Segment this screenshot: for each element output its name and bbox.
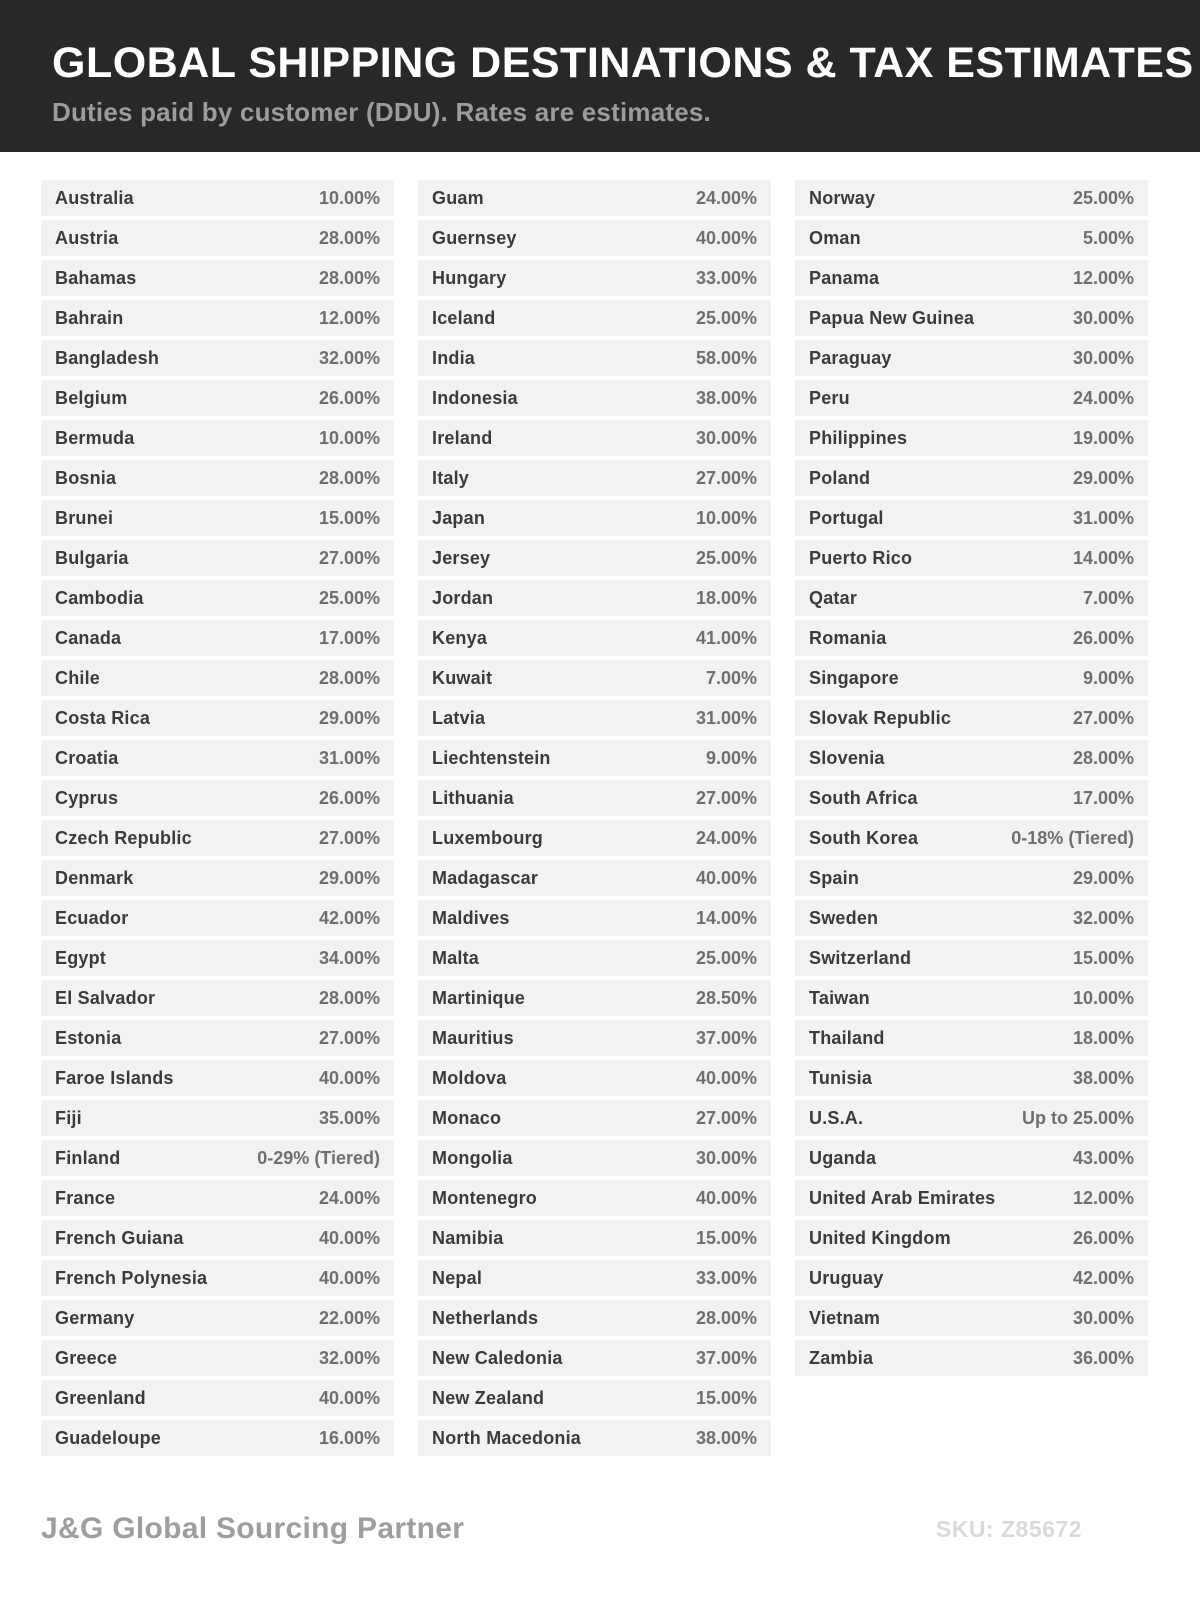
table-row: [795, 900, 1148, 936]
table-row: [41, 820, 394, 856]
table-row: [795, 1060, 1148, 1096]
table-row: [795, 1100, 1148, 1136]
country-name: Guernsey: [432, 227, 517, 248]
table-row: [41, 580, 394, 616]
table-row: [41, 420, 394, 456]
table-row: [41, 1140, 394, 1176]
tax-rate: 36.00%: [1072, 1347, 1134, 1368]
country-name: Austria: [55, 227, 119, 248]
tax-rate: 37.00%: [695, 1027, 757, 1048]
table-row: [795, 1340, 1148, 1376]
country-name: Germany: [55, 1307, 135, 1328]
tax-rate: 17.00%: [1072, 787, 1134, 808]
tax-rate: 10.00%: [318, 187, 380, 208]
table-row: [418, 580, 771, 616]
tax-rate: 27.00%: [695, 1107, 757, 1128]
page-subtitle: Duties paid by customer (DDU). Rates are estimates.: [52, 97, 711, 127]
country-name: Qatar: [809, 587, 858, 608]
tax-rate: 28.00%: [695, 1307, 757, 1328]
country-name: Jersey: [432, 547, 491, 568]
tax-rate: 27.00%: [695, 787, 757, 808]
tax-rate: 30.00%: [695, 427, 757, 448]
country-name: Namibia: [432, 1227, 504, 1248]
country-name: Philippines: [809, 427, 908, 448]
country-name: Chile: [55, 667, 101, 688]
table-row: [418, 420, 771, 456]
table-row: [41, 1220, 394, 1256]
table-row: [41, 1420, 394, 1456]
table-row: [41, 1260, 394, 1296]
tax-rate: 29.00%: [1072, 867, 1134, 888]
country-name: Italy: [432, 467, 470, 488]
country-name: U.S.A.: [809, 1107, 864, 1128]
tax-rate: Up to 25.00%: [1021, 1107, 1134, 1128]
tax-rate: 40.00%: [318, 1267, 380, 1288]
tax-rate: 31.00%: [695, 707, 757, 728]
table-row: [795, 580, 1148, 616]
table-row: [418, 660, 771, 696]
country-name: Guam: [432, 187, 484, 208]
table-row: [41, 260, 394, 296]
table-row: [418, 540, 771, 576]
tax-rate: 27.00%: [318, 1027, 380, 1048]
country-name: Finland: [55, 1147, 121, 1168]
table-row: [795, 940, 1148, 976]
country-name: United Arab Emirates: [809, 1187, 996, 1208]
table-row: [418, 340, 771, 376]
tax-rate: 40.00%: [695, 1067, 757, 1088]
country-name: Canada: [55, 627, 122, 648]
table-row: [418, 1420, 771, 1456]
country-name: Kuwait: [432, 667, 493, 688]
tax-rate: 24.00%: [695, 187, 757, 208]
tax-rate: 14.00%: [1072, 547, 1134, 568]
country-name: Paraguay: [809, 347, 892, 368]
tax-rate: 37.00%: [695, 1347, 757, 1368]
table-row: [418, 380, 771, 416]
table-row: [41, 500, 394, 536]
country-name: Poland: [809, 467, 871, 488]
tax-rate: 28.50%: [695, 987, 757, 1008]
country-name: Puerto Rico: [809, 547, 913, 568]
table-row: [795, 420, 1148, 456]
table-row: [418, 1220, 771, 1256]
table-row: [795, 500, 1148, 536]
tax-rate: 28.00%: [318, 267, 380, 288]
tax-rate: 18.00%: [1072, 1027, 1134, 1048]
tax-rate: 25.00%: [695, 307, 757, 328]
country-name: Japan: [432, 507, 486, 528]
table-row: [795, 1140, 1148, 1176]
country-name: Hungary: [432, 267, 507, 288]
tax-rate: 25.00%: [318, 587, 380, 608]
country-name: Papua New Guinea: [809, 307, 975, 328]
tax-rate: 18.00%: [695, 587, 757, 608]
country-name: Slovak Republic: [809, 707, 952, 728]
tax-rate: 32.00%: [318, 347, 380, 368]
country-name: Malta: [432, 947, 480, 968]
country-name: Brunei: [55, 507, 114, 528]
country-name: Tunisia: [809, 1067, 873, 1088]
tax-rate: 15.00%: [318, 507, 380, 528]
country-name: Sweden: [809, 907, 879, 928]
country-name: Cyprus: [55, 787, 119, 808]
table-row: [795, 1300, 1148, 1336]
country-name: Latvia: [432, 707, 486, 728]
table-row: [41, 780, 394, 816]
table-row: [418, 940, 771, 976]
tax-rate: 42.00%: [1072, 1267, 1134, 1288]
tax-rate: 19.00%: [1072, 427, 1134, 448]
table-row: [41, 620, 394, 656]
table-row: [41, 1060, 394, 1096]
table-row: [41, 1340, 394, 1376]
tax-rate: 15.00%: [1072, 947, 1134, 968]
country-name: Lithuania: [432, 787, 514, 808]
tax-rate: 30.00%: [1072, 1307, 1134, 1328]
country-name: Estonia: [55, 1027, 122, 1048]
table-row: [41, 940, 394, 976]
country-name: El Salvador: [55, 987, 156, 1008]
tax-rate: 28.00%: [318, 467, 380, 488]
country-name: Liechtenstein: [432, 747, 551, 768]
table-row: [795, 980, 1148, 1016]
table-row: [41, 220, 394, 256]
country-name: Portugal: [809, 507, 884, 528]
table-row: [795, 1220, 1148, 1256]
table-row: [41, 980, 394, 1016]
table-row: [418, 620, 771, 656]
table-row: [418, 700, 771, 736]
table-row: [418, 220, 771, 256]
tax-rate: 26.00%: [1072, 1227, 1134, 1248]
country-name: Bahrain: [55, 307, 124, 328]
tax-rate: 29.00%: [1072, 467, 1134, 488]
country-name: Zambia: [809, 1347, 874, 1368]
country-name: Mauritius: [432, 1027, 514, 1048]
country-name: Jordan: [432, 587, 494, 608]
country-name: Bahamas: [55, 267, 137, 288]
tax-rate: 58.00%: [695, 347, 757, 368]
country-name: Uruguay: [809, 1267, 884, 1288]
table-row: [795, 220, 1148, 256]
rates-column-2: [418, 180, 771, 1460]
country-name: Oman: [809, 227, 861, 248]
table-row: [418, 1100, 771, 1136]
tax-rate: 28.00%: [318, 987, 380, 1008]
table-row: [41, 900, 394, 936]
table-row: [795, 860, 1148, 896]
country-name: Kenya: [432, 627, 488, 648]
tax-rate: 29.00%: [318, 867, 380, 888]
country-name: Greenland: [55, 1387, 146, 1408]
tax-rate: 30.00%: [1072, 307, 1134, 328]
tax-rate: 12.00%: [1072, 267, 1134, 288]
tax-rate: 15.00%: [695, 1227, 757, 1248]
rates-column-1: [41, 180, 394, 1460]
country-name: Vietnam: [809, 1307, 881, 1328]
country-name: Taiwan: [809, 987, 870, 1008]
country-name: Faroe Islands: [55, 1067, 174, 1088]
tax-rate: 40.00%: [695, 1187, 757, 1208]
sku-label: SKU: Z85672: [935, 1515, 1082, 1542]
country-name: New Zealand: [432, 1387, 545, 1408]
tax-rate: 24.00%: [1072, 387, 1134, 408]
tax-rate: 9.00%: [1082, 667, 1134, 688]
tax-rate: 10.00%: [695, 507, 757, 528]
rates-column-3: [795, 180, 1148, 1380]
country-name: Greece: [55, 1347, 118, 1368]
tax-rate: 14.00%: [695, 907, 757, 928]
country-name: Denmark: [55, 867, 134, 888]
country-name: Bermuda: [55, 427, 135, 448]
table-row: [41, 1380, 394, 1416]
tax-rate: 22.00%: [318, 1307, 380, 1328]
country-name: Switzerland: [809, 947, 912, 968]
country-name: Mongolia: [432, 1147, 513, 1168]
table-row: [418, 1060, 771, 1096]
country-name: Moldova: [432, 1067, 507, 1088]
tax-rate: 27.00%: [318, 547, 380, 568]
table-row: [418, 1020, 771, 1056]
table-row: [41, 860, 394, 896]
tax-rate: 26.00%: [318, 387, 380, 408]
tax-rate: 34.00%: [318, 947, 380, 968]
country-name: Guadeloupe: [55, 1427, 162, 1448]
table-row: [795, 300, 1148, 336]
table-row: [795, 380, 1148, 416]
country-name: Netherlands: [432, 1307, 539, 1328]
country-name: Monaco: [432, 1107, 502, 1128]
tax-rate: 25.00%: [695, 547, 757, 568]
rates-grid: [41, 180, 1148, 1460]
tax-rate: 35.00%: [318, 1107, 380, 1128]
page-header: [0, 0, 1200, 152]
tax-rate: 30.00%: [695, 1147, 757, 1168]
tax-rate: 17.00%: [318, 627, 380, 648]
country-name: French Guiana: [55, 1227, 184, 1248]
tax-rate: 10.00%: [1072, 987, 1134, 1008]
tax-rate: 16.00%: [318, 1427, 380, 1448]
country-name: Thailand: [809, 1027, 885, 1048]
table-row: [418, 180, 771, 216]
table-row: [795, 620, 1148, 656]
tax-rate: 33.00%: [695, 267, 757, 288]
tax-rate: 9.00%: [705, 747, 757, 768]
tax-rate: 12.00%: [318, 307, 380, 328]
tax-rate: 12.00%: [1072, 1187, 1134, 1208]
country-name: Slovenia: [809, 747, 885, 768]
tax-rate: 43.00%: [1072, 1147, 1134, 1168]
tax-rate: 24.00%: [695, 827, 757, 848]
table-row: [795, 740, 1148, 776]
table-row: [795, 260, 1148, 296]
tax-rate: 0-29% (Tiered): [257, 1147, 380, 1168]
tax-rate: 32.00%: [1072, 907, 1134, 928]
country-name: Bangladesh: [55, 347, 160, 368]
country-name: Singapore: [809, 667, 899, 688]
tax-rate: 40.00%: [695, 227, 757, 248]
tax-rate: 28.00%: [318, 667, 380, 688]
table-row: [795, 1180, 1148, 1216]
country-name: South Korea: [809, 827, 919, 848]
country-name: Belgium: [55, 387, 128, 408]
table-row: [41, 700, 394, 736]
country-name: Ecuador: [55, 907, 129, 928]
page-footer: [41, 1512, 1082, 1546]
country-name: Iceland: [432, 307, 496, 328]
table-row: [41, 740, 394, 776]
table-row: [795, 1020, 1148, 1056]
country-name: Peru: [809, 387, 850, 408]
tax-rate: 0-18% (Tiered): [1011, 827, 1134, 848]
table-row: [41, 1100, 394, 1136]
table-row: [795, 460, 1148, 496]
table-row: [41, 460, 394, 496]
table-row: [418, 260, 771, 296]
tax-rate: 32.00%: [318, 1347, 380, 1368]
table-row: [795, 540, 1148, 576]
table-row: [41, 660, 394, 696]
country-name: Nepal: [432, 1267, 483, 1288]
country-name: Panama: [809, 267, 880, 288]
country-name: United Kingdom: [809, 1227, 951, 1248]
table-row: [795, 180, 1148, 216]
tax-rate: 38.00%: [695, 387, 757, 408]
tax-rate: 42.00%: [318, 907, 380, 928]
tax-rate: 27.00%: [318, 827, 380, 848]
tax-rate: 5.00%: [1082, 227, 1134, 248]
country-name: France: [55, 1187, 116, 1208]
tax-rate: 27.00%: [695, 467, 757, 488]
country-name: Luxembourg: [432, 827, 544, 848]
table-row: [418, 1260, 771, 1296]
country-name: Martinique: [432, 987, 526, 1008]
tax-rate: 38.00%: [1072, 1067, 1134, 1088]
tax-rate: 28.00%: [318, 227, 380, 248]
table-row: [418, 780, 771, 816]
country-name: Czech Republic: [55, 827, 192, 848]
country-name: Egypt: [55, 947, 107, 968]
table-row: [418, 860, 771, 896]
country-name: Romania: [809, 627, 887, 648]
country-name: Australia: [55, 187, 134, 208]
tax-rate: 40.00%: [695, 867, 757, 888]
country-name: India: [432, 347, 476, 368]
country-name: New Caledonia: [432, 1347, 563, 1368]
country-name: Indonesia: [432, 387, 518, 408]
country-name: Spain: [809, 867, 860, 888]
country-name: Bulgaria: [55, 547, 129, 568]
tax-rate: 38.00%: [695, 1427, 757, 1448]
table-row: [418, 740, 771, 776]
country-name: Fiji: [55, 1107, 82, 1128]
country-name: French Polynesia: [55, 1267, 208, 1288]
tax-rate: 26.00%: [318, 787, 380, 808]
table-row: [795, 660, 1148, 696]
country-name: South Africa: [809, 787, 918, 808]
table-row: [418, 980, 771, 1016]
table-row: [418, 820, 771, 856]
table-row: [418, 1340, 771, 1376]
table-row: [795, 340, 1148, 376]
table-row: [41, 1180, 394, 1216]
table-row: [418, 460, 771, 496]
table-row: [418, 1140, 771, 1176]
tax-rate: 25.00%: [1072, 187, 1134, 208]
tax-rate: 7.00%: [705, 667, 757, 688]
tax-rate: 27.00%: [1072, 707, 1134, 728]
tax-rate: 41.00%: [695, 627, 757, 648]
country-name: North Macedonia: [432, 1427, 582, 1448]
tax-rate: 30.00%: [1072, 347, 1134, 368]
table-row: [418, 1180, 771, 1216]
tax-rate: 33.00%: [695, 1267, 757, 1288]
tax-rate: 25.00%: [695, 947, 757, 968]
table-row: [418, 1380, 771, 1416]
tax-rate: 40.00%: [318, 1067, 380, 1088]
tax-rate: 28.00%: [1072, 747, 1134, 768]
table-row: [41, 380, 394, 416]
country-name: Bosnia: [55, 467, 117, 488]
table-row: [795, 820, 1148, 856]
country-name: Costa Rica: [55, 707, 151, 728]
table-row: [418, 900, 771, 936]
tax-rate: 31.00%: [1072, 507, 1134, 528]
country-name: Maldives: [432, 907, 510, 928]
table-row: [795, 700, 1148, 736]
table-row: [41, 340, 394, 376]
page-title: GLOBAL SHIPPING DESTINATIONS & TAX ESTIMATES: [52, 39, 1194, 87]
table-row: [41, 180, 394, 216]
tax-rate: 40.00%: [318, 1387, 380, 1408]
country-name: Croatia: [55, 747, 119, 768]
tax-rate: 31.00%: [318, 747, 380, 768]
table-row: [41, 300, 394, 336]
tax-rate: 40.00%: [318, 1227, 380, 1248]
table-row: [795, 780, 1148, 816]
country-name: Uganda: [809, 1147, 877, 1168]
country-name: Ireland: [432, 427, 493, 448]
table-row: [418, 300, 771, 336]
table-row: [418, 500, 771, 536]
tax-rate: 29.00%: [318, 707, 380, 728]
table-row: [795, 1260, 1148, 1296]
country-name: Cambodia: [55, 587, 144, 608]
country-name: Montenegro: [432, 1187, 537, 1208]
table-row: [418, 1300, 771, 1336]
table-row: [41, 1020, 394, 1056]
table-row: [41, 540, 394, 576]
country-name: Norway: [809, 187, 876, 208]
tax-rate: 26.00%: [1072, 627, 1134, 648]
tax-rate: 7.00%: [1082, 587, 1134, 608]
table-row: [41, 1300, 394, 1336]
tax-rate: 10.00%: [318, 427, 380, 448]
brand-name: J&G Global Sourcing Partner: [41, 1512, 465, 1545]
tax-rate: 24.00%: [318, 1187, 380, 1208]
country-name: Madagascar: [432, 867, 539, 888]
tax-rate: 15.00%: [695, 1387, 757, 1408]
